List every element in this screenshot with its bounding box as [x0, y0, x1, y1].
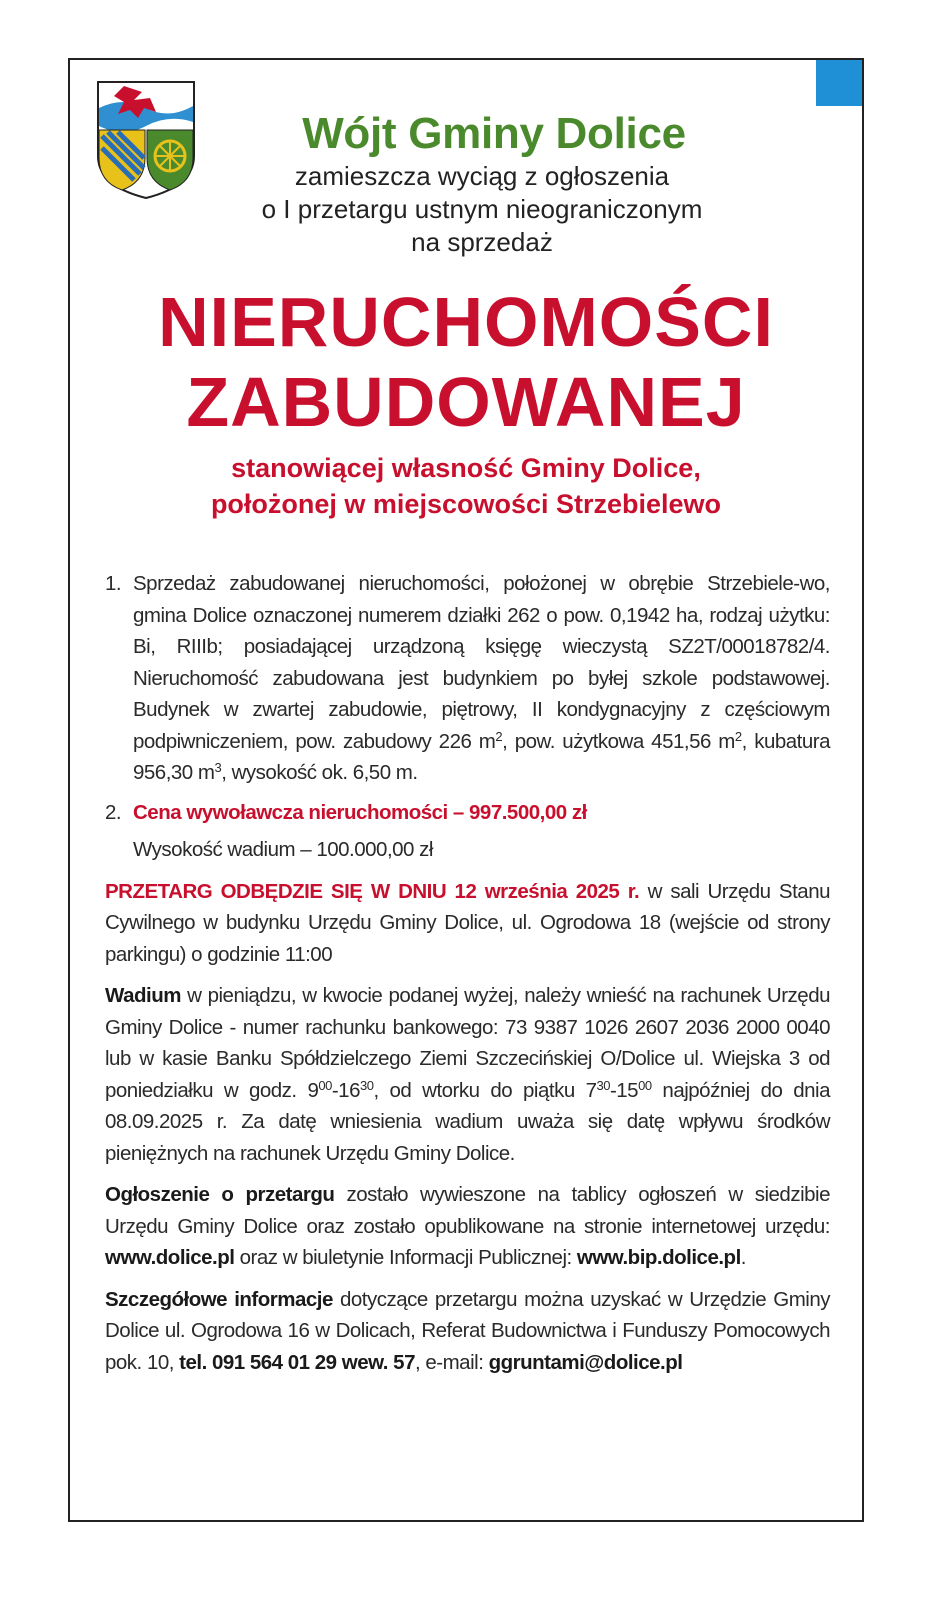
- headline: [70, 282, 862, 442]
- item1-text: , pow. użytkowa 451,56 m: [502, 729, 735, 753]
- subheadline: [70, 450, 862, 522]
- sup: 2: [734, 728, 742, 744]
- subheadline-line-1: stanowiącej własność Gminy Dolice,: [231, 453, 701, 483]
- sup: 3: [214, 760, 222, 775]
- sup: 30: [596, 1077, 610, 1093]
- item-number: 2.: [105, 800, 122, 824]
- header-line-1: zamieszcza wyciąg z ogłoszenia: [294, 161, 670, 191]
- email-link[interactable]: ggruntami@dolice.pl: [488, 1350, 683, 1374]
- publication-text: zostało wywieszone na tablicy ogłoszeń w siedzibie Urzędu Gminy Dolice oraz zostało opublikowane na stronie internetowej urzędu:: [105, 1183, 830, 1238]
- details-label: Szczegółowe informacje: [105, 1287, 333, 1311]
- item1-text: Sprzedaż zabudowanej nieruchomości, położonej w obrębie Strzebiele-wo, gmina Dolice oznaczonej numerem działki 262 o pow. 0,1942 ha, rodzaj użytku: Bi, RIIIb; posiadającej urządzoną księgę wieczystą SZ2T/00018782/4. Nieruchomość zabudowana jest budynkiem po byłej szkole podstawowej. Budynek w zwartej zabudowie, piętrowy, II kondygnacyjny z częściowym podpiwniczeniem, pow. zabudowy 226 m: [133, 572, 830, 753]
- list-item-2: [105, 797, 830, 829]
- header: [70, 108, 862, 259]
- item-number: 1.: [105, 572, 122, 595]
- sup: 00: [638, 1077, 652, 1093]
- details-text: dotyczące przetargu można uzyskać w Urzędzie Gminy Dolice ul. Ogrodowa 16 w Dolicach, Referat Budownictwa i Funduszy Pomocowych pok. 10,: [105, 1287, 830, 1374]
- publication-label: Ogłoszenie o przetargu: [105, 1183, 335, 1206]
- bip-link[interactable]: www.bip.dolice.pl: [576, 1246, 741, 1269]
- wadium-label: Wadium: [105, 984, 181, 1007]
- phone-number[interactable]: tel. 091 564 01 29 wew. 57: [179, 1350, 415, 1374]
- headline-line-1: NIERUCHOMOŚCI: [158, 283, 774, 361]
- item1-text: , kubatura 956,30 m: [133, 729, 830, 784]
- auction-date: PRZETARG ODBĘDZIE SIĘ W DNIU 12 września 2025 r.: [105, 879, 640, 903]
- wadium-text: najpóźniej do dnia 08.09.2025 r. Za datę wniesienia wadium uważa się datę wpływu środków pieniężnych na rachunek Urzędu Gminy Dolice.: [105, 1078, 830, 1165]
- header-line-2: o I przetargu ustnym nieograniczonym: [261, 194, 703, 224]
- details-paragraph: [105, 1284, 830, 1379]
- wadium-text: w pieniądzu, w kwocie podanej wyżej, należy wnieść na rachunek Urzędu Gminy Dolice - numer rachunku bankowego: 73 9387 1026 2607 2036 2000 0040 lub w kasie Banku Spółdzielczego Ziemi Szczecińskiej O/Dolice ul. Wiejska 3 od poniedziałku w godz. 9: [105, 984, 830, 1102]
- sup: 00: [318, 1077, 332, 1093]
- headline-line-2: ZABUDOWANEJ: [186, 363, 746, 441]
- notice-body: [105, 568, 830, 1378]
- notice-frame: [68, 58, 864, 1522]
- issuer-title: Wójt Gminy Dolice: [302, 109, 686, 158]
- auction-text: w sali Urzędu Stanu Cywilnego w budynku Urzędu Gminy Dolice, ul. Ogrodowa 18 (wejście od strony parkingu) o godzinie 11:00: [105, 879, 830, 966]
- auction-paragraph: [105, 876, 830, 971]
- corner-accent: [816, 60, 862, 106]
- website-link[interactable]: www.dolice.pl: [105, 1246, 235, 1269]
- wadium-paragraph: [105, 980, 830, 1169]
- starting-price: Cena wywoławcza nieruchomości – 997.500,00 zł: [133, 800, 587, 824]
- sup: 30: [359, 1077, 374, 1093]
- sup: 2: [495, 728, 503, 744]
- details-text: , e-mail:: [414, 1350, 489, 1374]
- wadium-text: -15: [609, 1078, 639, 1102]
- publication-text: oraz w biuletynie Informacji Publicznej:: [234, 1246, 577, 1269]
- wadium-text: -16: [331, 1078, 360, 1102]
- publication-text: .: [740, 1246, 746, 1269]
- subheadline-line-2: położonej w miejscowości Strzebielewo: [210, 489, 722, 519]
- wadium-text: , od wtorku do piątku 7: [373, 1078, 597, 1102]
- deposit-amount: Wysokość wadium – 100.000,00 zł: [133, 838, 433, 861]
- header-line-3: na sprzedaż: [411, 227, 553, 257]
- item1-text: , wysokość ok. 6,50 m.: [221, 761, 418, 784]
- publication-paragraph: [105, 1179, 830, 1274]
- list-item-1: [105, 568, 830, 789]
